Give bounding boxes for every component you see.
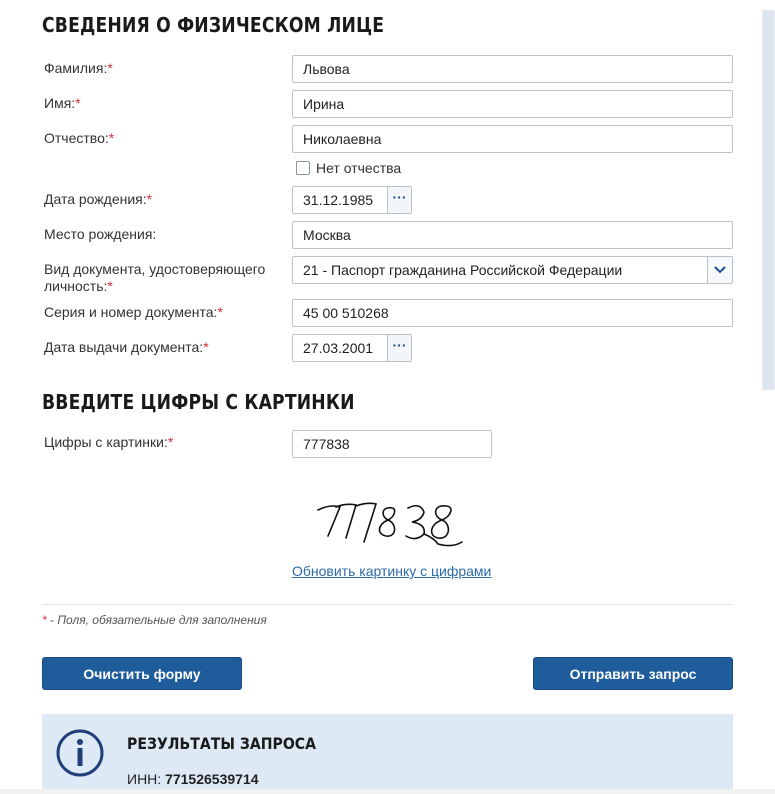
patronymic-input[interactable]: Николаевна: [292, 125, 733, 153]
name-input[interactable]: Ирина: [292, 90, 733, 118]
doc-number-input[interactable]: 45 00 510268: [292, 299, 733, 327]
required-fields-note: * - Поля, обязательные для заполнения: [42, 613, 267, 627]
issue-date-label: Дата выдачи документа:*: [44, 339, 209, 355]
doc-type-select[interactable]: 21 - Паспорт гражданина Российской Федерации: [292, 256, 708, 284]
birth-date-input[interactable]: 31.12.1985: [292, 186, 387, 214]
surname-input[interactable]: Львова: [292, 55, 733, 83]
issue-date-input[interactable]: 27.03.2001: [292, 334, 387, 362]
scrollbar-thumb[interactable]: [763, 10, 774, 390]
captcha-label: Цифры с картинки:*: [44, 434, 174, 450]
info-icon: [55, 728, 105, 778]
chevron-down-icon: [714, 266, 726, 274]
issue-date-picker-button[interactable]: ···: [387, 334, 412, 362]
page-bottom-border: [0, 789, 775, 794]
doc-type-dropdown-button[interactable]: [707, 256, 733, 284]
birth-date-picker-button[interactable]: ···: [387, 186, 412, 214]
clear-form-button[interactable]: Очистить форму: [42, 657, 242, 690]
captcha-image: [312, 494, 472, 554]
doc-type-label: Вид документа, удостоверяющего личность:*: [44, 261, 266, 294]
birth-date-label: Дата рождения:*: [44, 191, 153, 207]
doc-number-label: Серия и номер документа:*: [44, 304, 223, 320]
inn-row: ИНН: 771526539714: [127, 771, 259, 787]
name-label: Имя:*: [44, 95, 81, 111]
submit-request-button[interactable]: Отправить запрос: [533, 657, 733, 690]
no-patronymic-checkbox[interactable]: [296, 161, 310, 175]
results-title: РЕЗУЛЬТАТЫ ЗАПРОСА: [127, 734, 317, 753]
birth-place-label: Место рождения:: [44, 226, 157, 242]
surname-label: Фамилия:*: [44, 60, 113, 76]
inn-value: 771526539714: [165, 771, 259, 787]
section-title-captcha: ВВЕДИТЕ ЦИФРЫ С КАРТИНКИ: [42, 390, 355, 414]
section-title-person: СВЕДЕНИЯ О ФИЗИЧЕСКОМ ЛИЦЕ: [42, 13, 385, 37]
divider: [42, 604, 733, 605]
birth-place-input[interactable]: Москва: [292, 221, 733, 249]
refresh-captcha-link[interactable]: Обновить картинку с цифрами: [292, 563, 492, 579]
captcha-input[interactable]: 777838: [292, 430, 492, 458]
patronymic-label: Отчество:*: [44, 130, 115, 146]
no-patronymic-label: Нет отчества: [316, 160, 402, 176]
